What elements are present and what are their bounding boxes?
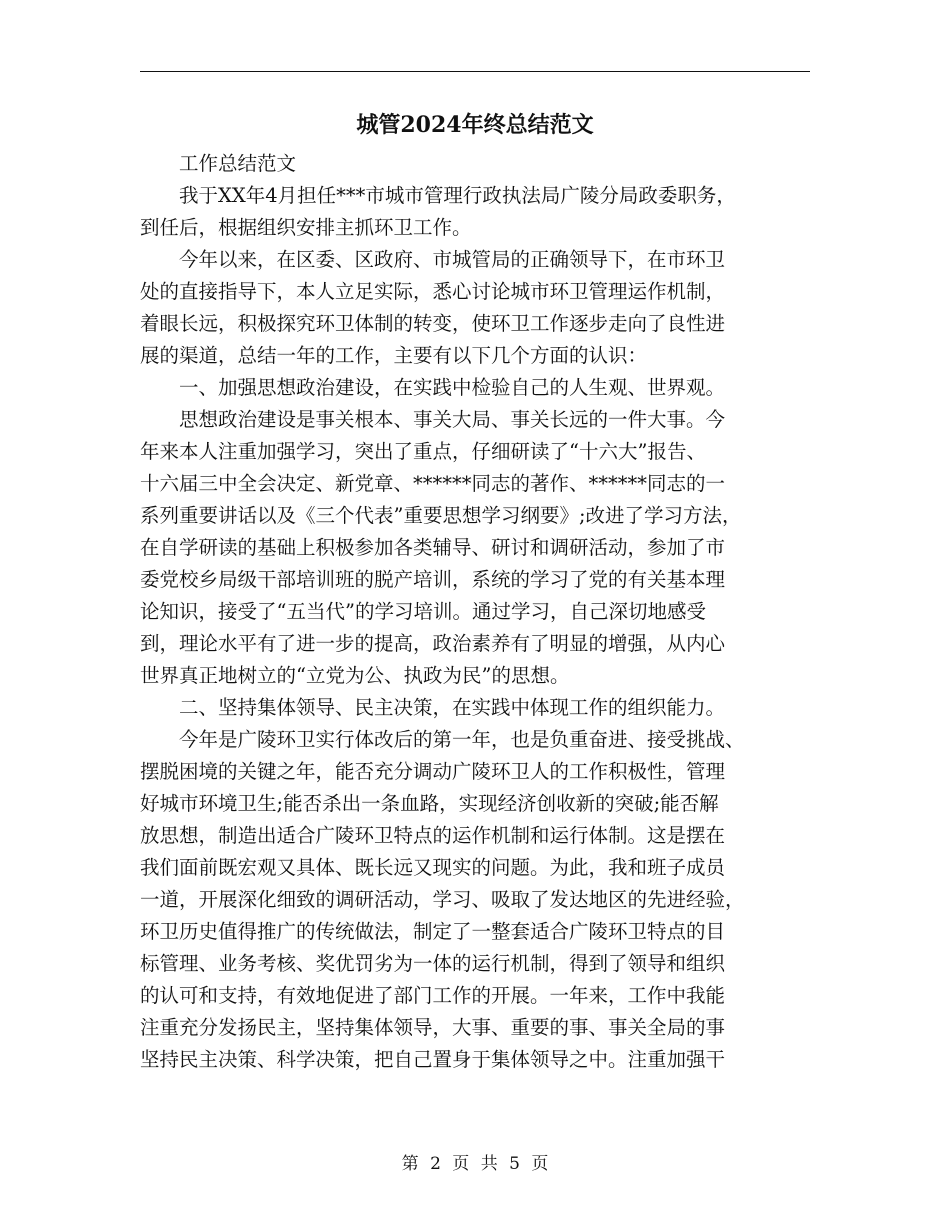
body-text-line: 展的渠道，总结一年的工作，主要有以下几个方面的认识： [140,344,648,367]
body-text-line: 二、坚持集体领导、民主决策，在实践中体现工作的组织能力。 [179,696,726,719]
body-text-line: 环卫历史值得推广的传统做法，制定了一整套适合广陵环卫特点的目 [140,920,726,943]
document-body [140,148,810,1076]
body-text-line: 着眼长远，积极探究环卫体制的转变，使环卫工作逐步走向了良性进 [140,312,726,335]
body-text-line: 处的直接指导下，本人立足实际，悉心讨论城市环卫管理运作机制， [140,280,726,303]
body-text-line: 委党校乡局级干部培训班的脱产培训，系统的学习了党的有关基本理 [140,568,726,591]
body-text-line: 今年是广陵环卫实行体改后的第一年，也是负重奋进、接受挑战、 [179,728,745,751]
body-text-line: 坚持民主决策、科学决策，把自己置身于集体领导之中。注重加强干 [140,1048,726,1071]
body-text-line: 我于XX年4月担任***市城市管理行政执法局广陵分局政委职务， [179,184,736,207]
body-text-line: 到，理论水平有了进一步的提高，政治素养有了明显的增强，从内心 [140,632,726,655]
body-text-line: 一、加强思想政治建设，在实践中检验自己的人生观、世界观。 [179,376,726,399]
header-rule [140,71,810,72]
body-text-line: 标管理、业务考核、奖优罚劣为一体的运行机制，得到了领导和组织 [140,952,726,975]
body-text-line: 十六届三中全会决定、新党章、******同志的著作、******同志的一 [140,472,726,495]
body-text-line: 注重充分发扬民主，坚持集体领导，大事、重要的事、事关全局的事 [140,1016,726,1039]
page-number-footer: 第 2 页 共 5 页 [401,1154,549,1174]
body-text-line: 放思想，制造出适合广陵环卫特点的运作机制和运行体制。这是摆在 [140,824,726,847]
body-text-line: 论知识，接受了“五当代”的学习培训。通过学习，自己深切地感受 [140,600,706,623]
body-text-line: 年来本人注重加强学习，突出了重点，仔细研读了“十六大”报告、 [140,440,706,463]
document-title: 城管2024年终总结范文 [356,112,594,138]
body-text-line: 工作总结范文 [179,152,297,175]
body-text-line: 世界真正地树立的“立党为公、执政为民”的思想。 [140,664,570,687]
body-text-line: 摆脱困境的关键之年，能否充分调动广陵环卫人的工作积极性，管理 [140,760,726,783]
body-text-line: 在自学研读的基础上积极参加各类辅导、研讨和调研活动，参加了市 [140,536,726,559]
body-text-line: 的认可和支持，有效地促进了部门工作的开展。一年来，工作中我能 [140,984,726,1007]
body-text-line: 好城市环境卫生;能否杀出一条血路，实现经济创收新的突破;能否解 [140,792,719,815]
body-text-line: 我们面前既宏观又具体、既长远又现实的问题。为此，我和班子成员 [140,856,726,879]
body-text-line: 思想政治建设是事关根本、事关大局、事关长远的一件大事。今 [179,408,726,431]
body-text-line: 到任后，根据组织安排主抓环卫工作。 [140,216,472,239]
body-text-line: 今年以来，在区委、区政府、市城管局的正确领导下，在市环卫 [179,248,726,271]
body-text-line: 系列重要讲话以及《三个代表”重要思想学习纲要》;改进了学习方法， [140,504,742,527]
body-text-line: 一道，开展深化细致的调研活动，学习、吸取了发达地区的先进经验， [140,888,745,911]
